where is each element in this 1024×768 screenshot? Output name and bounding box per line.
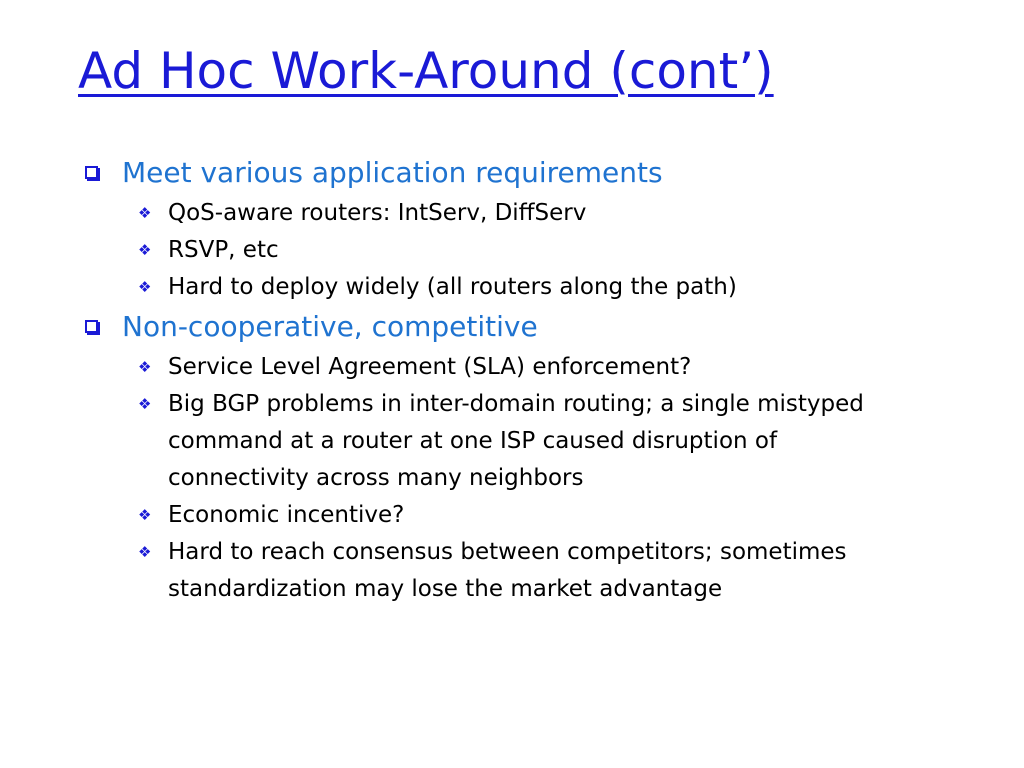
diamond-bullet-icon: ❖ bbox=[138, 278, 152, 296]
level2-bullet-text: Hard to deploy widely (all routers along the path) bbox=[168, 274, 737, 300]
level2-bullet-text: Economic incentive? bbox=[168, 502, 405, 528]
level2-bullet-text: Hard to reach consensus between competitors; sometimes standardization may lose the market advantage bbox=[168, 539, 847, 602]
bullet-list bbox=[82, 154, 942, 610]
diamond-bullet-icon: ❖ bbox=[138, 358, 152, 376]
diamond-bullet-icon: ❖ bbox=[138, 204, 152, 222]
diamond-bullet-icon: ❖ bbox=[138, 241, 152, 259]
level1-bullet-text: Non-cooperative, competitive bbox=[122, 310, 538, 343]
level2-bullet bbox=[138, 497, 868, 534]
bullet-group-2 bbox=[82, 308, 942, 608]
level1-bullet-text: Meet various application requirements bbox=[122, 156, 663, 189]
level2-bullet-text: Service Level Agreement (SLA) enforcement? bbox=[168, 354, 692, 380]
level2-bullet bbox=[138, 349, 868, 386]
slide-title: Ad Hoc Work-Around (cont’) bbox=[78, 42, 774, 100]
level2-bullet bbox=[138, 386, 868, 497]
diamond-bullet-icon: ❖ bbox=[138, 395, 152, 413]
square-bullet-icon bbox=[85, 166, 98, 179]
level2-bullet bbox=[138, 232, 868, 269]
bullet-group-1 bbox=[82, 154, 942, 306]
level2-bullet bbox=[138, 534, 868, 608]
level2-bullet-text: RSVP, etc bbox=[168, 237, 279, 263]
level2-bullet-text: QoS-aware routers: IntServ, DiffServ bbox=[168, 200, 587, 226]
diamond-bullet-icon: ❖ bbox=[138, 506, 152, 524]
level2-bullet bbox=[138, 269, 868, 306]
diamond-bullet-icon: ❖ bbox=[138, 543, 152, 561]
level1-bullet bbox=[82, 154, 942, 192]
level2-bullet bbox=[138, 195, 868, 232]
level1-bullet bbox=[82, 308, 942, 346]
square-bullet-icon bbox=[85, 320, 98, 333]
level2-bullet-text: Big BGP problems in inter-domain routing; a single mistyped command at a router at one ISP caused disruption of connectivity across many neighbors bbox=[168, 391, 864, 491]
